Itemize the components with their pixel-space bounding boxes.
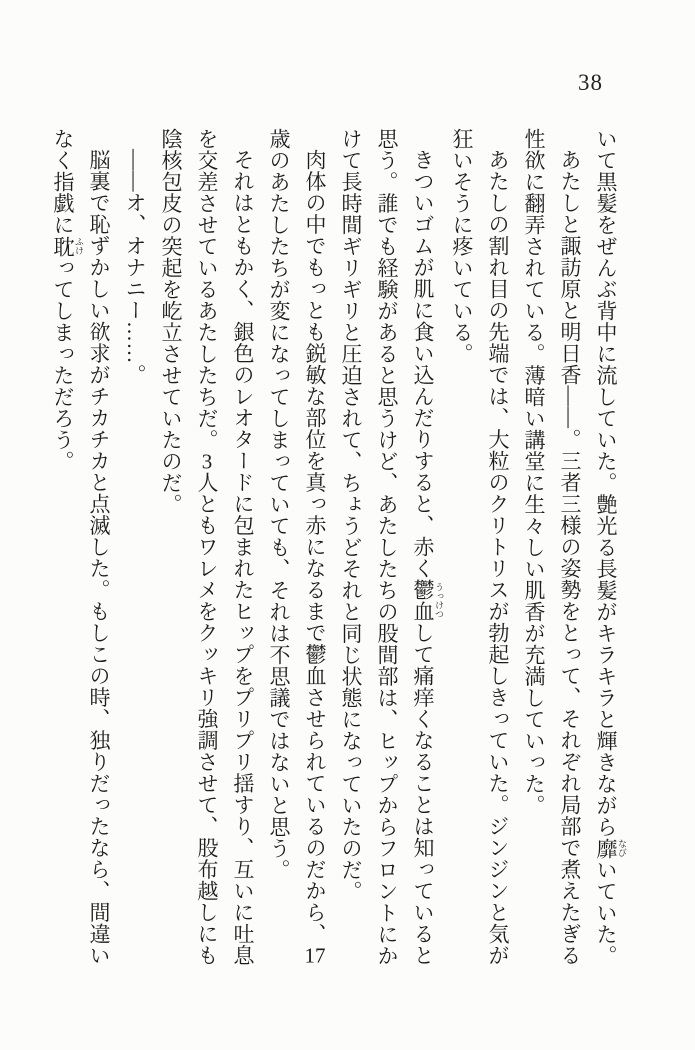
furigana-ruby: 鬱血 うっけつ bbox=[411, 579, 444, 622]
paragraph: 肉体の中でもっとも鋭敏な部位を真っ赤になるまで鬱血させられているのだから、17歳のあたしたちが変になってしまっていても、それは不思議ではないと思う。 bbox=[267, 128, 327, 966]
page-number: 38 bbox=[578, 70, 603, 95]
paragraph: きついゴムが肌に食い込んだりすると、赤く鬱血 うっけつして痛痒くなることは知っていると思う。誰でも経験があると思うけど、あたしたちの股間部は、ヒップからフロントにかけて長時間ギリギリと圧迫されて、ちょうどそれと同じ状態になっていたのだ。 bbox=[339, 128, 444, 967]
paragraph: 脳裏で恥ずかしい欲求がチカチカと点滅した。もしこの時、独りだったなら、間違いなく指戯に耽 ふけってしまっただろう。 bbox=[51, 128, 111, 966]
tate-chu-yoko-number: 17 bbox=[304, 944, 326, 966]
paragraph: いて黒髪をぜんぶ背中に流していた。艶光る長髪がキラキラと輝きながら靡 なびいていた。 bbox=[594, 128, 627, 967]
furigana-ruby: 耽 ふけ bbox=[51, 235, 84, 257]
paragraph: あたしと諏訪原と明日香――。三者三様の姿勢をとって、それぞれ局部で煮えたぎる性欲に翻弄されている。薄暗い講堂に生々しい肌香が充満していった。 bbox=[522, 128, 582, 966]
furigana-ruby: 靡 なび bbox=[594, 837, 627, 859]
paragraph: あたしの割れ目の先端では、大粒のクリトリスが勃起しきっていた。ジンジンと気が狂いそうに疼いている。 bbox=[450, 128, 510, 966]
paragraph: ――オ、オナニー……。 bbox=[123, 149, 147, 386]
vertical-text-block bbox=[45, 128, 627, 976]
tate-chu-yoko-number: 3 bbox=[201, 450, 213, 472]
paragraph: それはともかく、銀色のレオタードに包まれたヒップをプリプリ揺すり、互いに吐息を交差させているあたしたちだ。3人ともワレメをクッキリ強調させて、股布越しにも陰核包皮の突起を屹立させていたのだ。 bbox=[159, 128, 255, 966]
